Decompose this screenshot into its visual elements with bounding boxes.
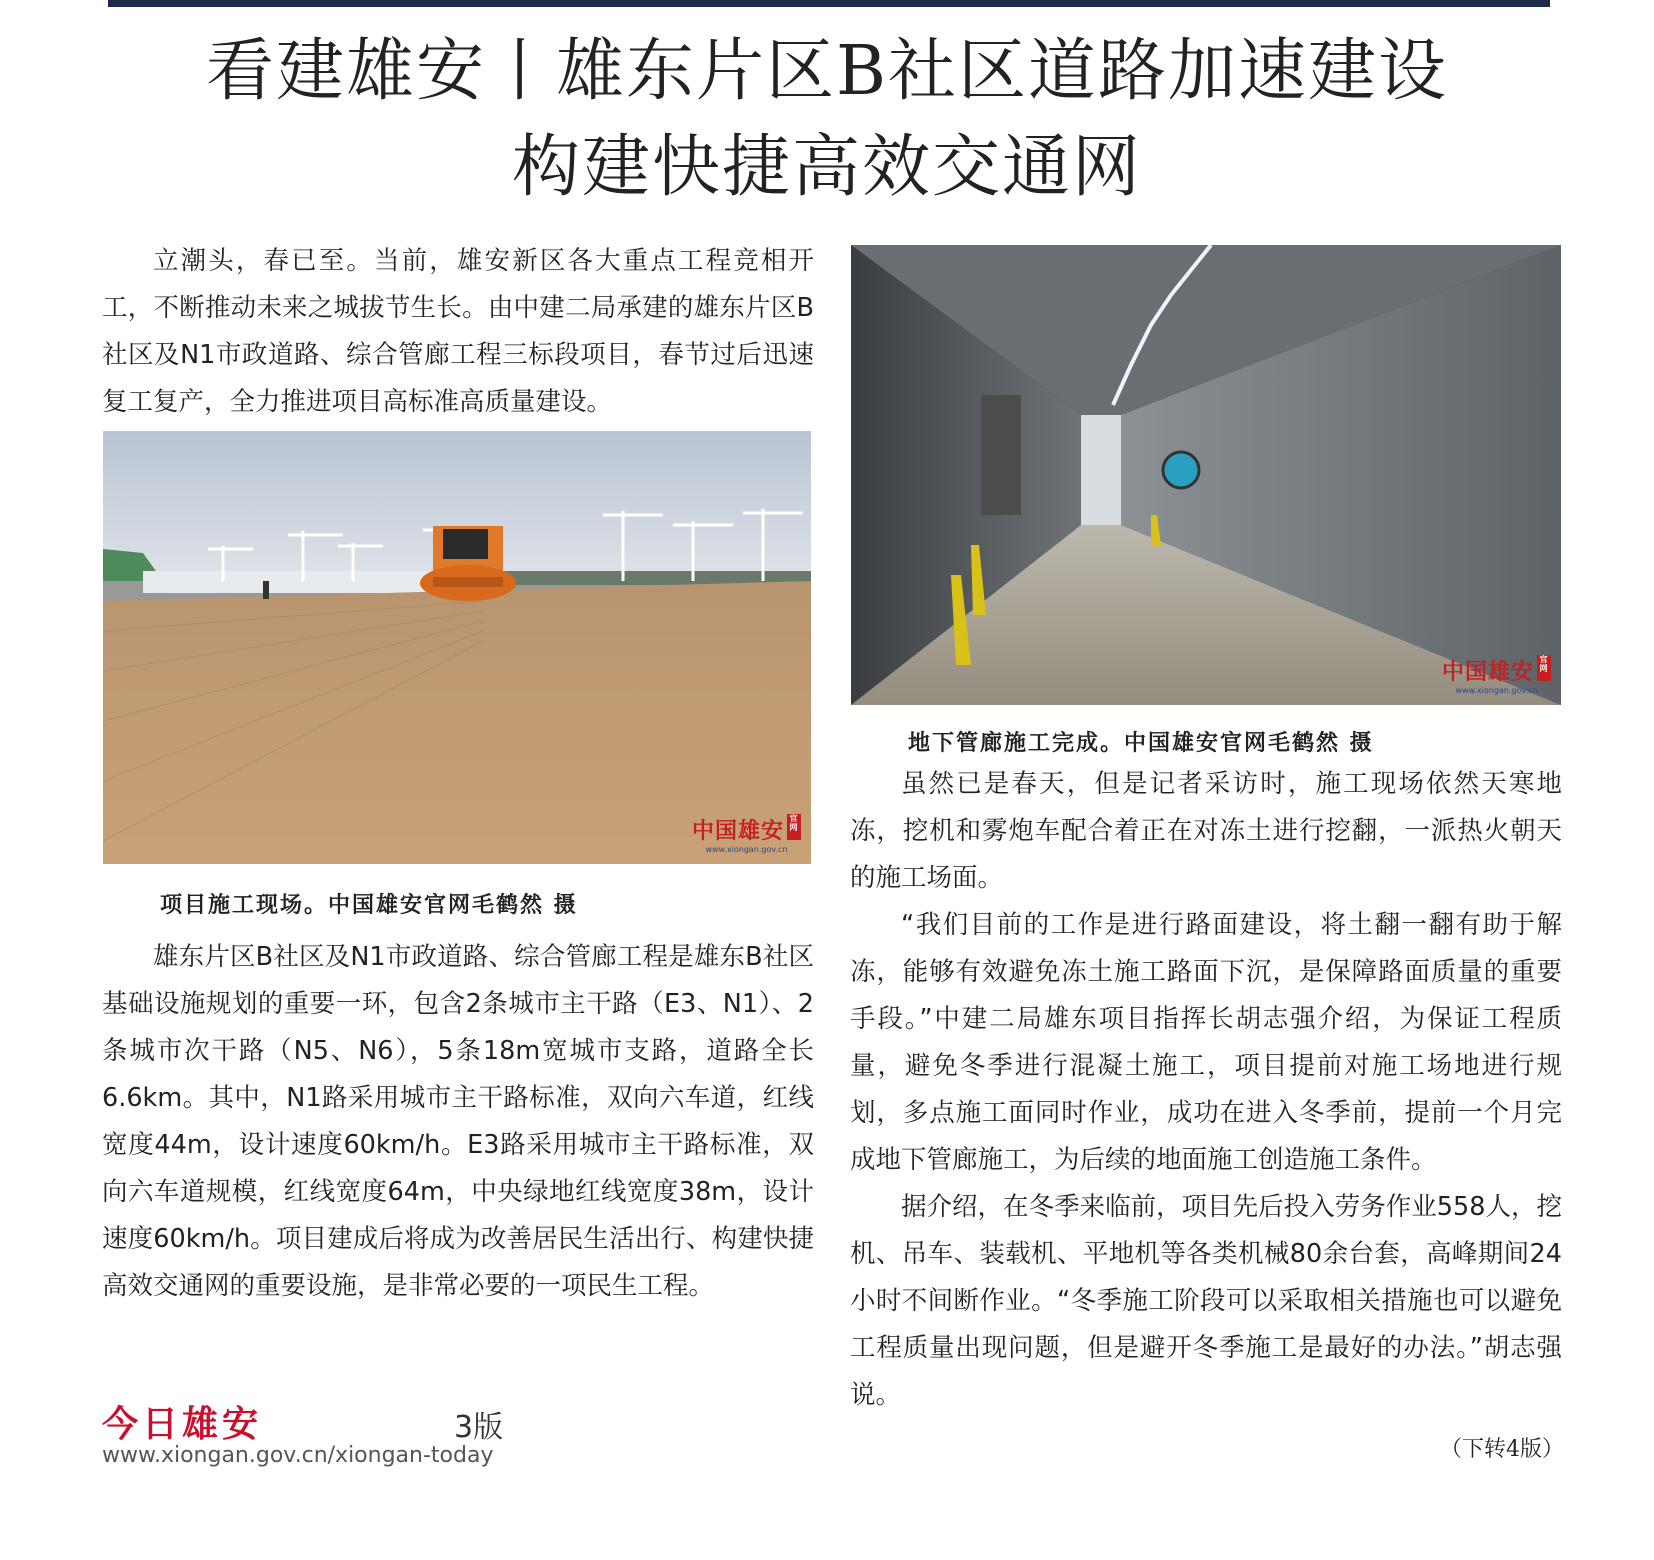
tunnel-watermark-text: 中国雄安 xyxy=(1441,659,1534,685)
left-intro xyxy=(102,238,814,426)
tunnel-photo-watermark xyxy=(1442,655,1551,695)
watermark-text: 中国雄安 xyxy=(691,818,784,844)
footer-logo: 今日雄安 xyxy=(102,1403,263,1445)
tunnel-watermark-seal: 官网 xyxy=(1537,655,1551,681)
construction-site-illustration xyxy=(103,431,811,864)
photo-watermark xyxy=(692,814,801,854)
footer-url[interactable]: www.xiongan.gov.cn/xiongan-today xyxy=(102,1443,494,1468)
left-photo-caption: 项目施工现场。中国雄安官网毛鹤然 摄 xyxy=(160,892,578,918)
tunnel-photo xyxy=(851,245,1561,705)
headline xyxy=(0,24,1654,216)
continued-note: （下转4版） xyxy=(1440,1437,1564,1462)
page-number: 3版 xyxy=(454,1410,504,1445)
left-body xyxy=(102,934,814,1310)
headline-line-2: 构建快捷高效交通网 xyxy=(511,128,1142,207)
left-paragraph-1: 立潮头，春已至。当前，雄安新区各大重点工程竞相开工，不断推动未来之城拔节生长。由中建二局承建的雄东片区B社区及N1市政道路、综合管廊工程三标段项目，春节过后迅速复工复产，全力推进项目高标准高质量建设。 xyxy=(102,246,814,417)
tunnel-illustration xyxy=(851,245,1561,705)
right-paragraph-2: “我们目前的工作是进行路面建设，将土翻一翻有助于解冻，能够有效避免冻土施工路面下沉，是保障路面质量的重要手段。”中建二局雄东项目指挥长胡志强介绍，为保证工程质量，避免冬季进行混凝土施工，项目提前对施工场地进行规划，多点施工面同时作业，成功在进入冬季前，提前一个月完成地下管廊施工，为后续的地面施工创造施工条件。 xyxy=(850,910,1562,1175)
construction-site-photo xyxy=(103,431,811,864)
right-paragraph-1: 虽然已是春天，但是记者采访时，施工现场依然天寒地冻，挖机和雾炮车配合着正在对冻土进行挖翻，一派热火朝天的施工场面。 xyxy=(850,769,1562,893)
right-body xyxy=(850,761,1562,1419)
tunnel-watermark-url: www.xiongan.gov.cn xyxy=(1455,686,1538,695)
right-photo-caption: 地下管廊施工完成。中国雄安官网毛鹤然 摄 xyxy=(908,730,1374,756)
watermark-seal: 官网 xyxy=(787,814,801,840)
headline-line-1: 看建雄安丨雄东片区B社区道路加速建设 xyxy=(206,32,1448,111)
top-bar xyxy=(108,0,1550,7)
right-paragraph-3: 据介绍，在冬季来临前，项目先后投入劳务作业558人，挖机、吊车、装载机、平地机等各类机械80余台套，高峰期间24小时不间断作业。“冬季施工阶段可以采取相关措施也可以避免工程质量出现问题，但是避开冬季施工是最好的办法。”胡志强说。 xyxy=(850,1192,1562,1410)
left-paragraph-2: 雄东片区B社区及N1市政道路、综合管廊工程是雄东B社区基础设施规划的重要一环，包含2条城市主干路（E3、N1）、2条城市次干路（N5、N6），5条18m宽城市支路，道路全长6.6km。其中，N1路采用城市主干路标准，双向六车道，红线宽度44m，设计速度60km/h。E3路采用城市主干路标准，双向六车道规模，红线宽度64m，中央绿地红线宽度38m，设计速度60km/h。项目建成后将成为改善居民生活出行、构建快捷高效交通网的重要设施，是非常必要的一项民生工程。 xyxy=(102,942,814,1301)
watermark-url: www.xiongan.gov.cn xyxy=(705,845,788,854)
